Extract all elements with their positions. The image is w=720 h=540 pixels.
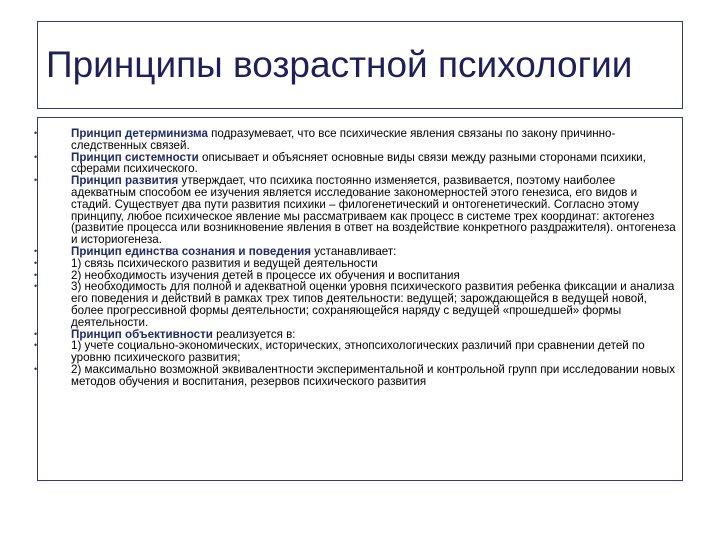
- title-frame: [37, 21, 683, 109]
- principle-text: 1) связь психического развития и ведущей деятельности: [71, 256, 378, 270]
- bullet-icon: •: [34, 328, 38, 339]
- bullet-icon: •: [34, 257, 38, 268]
- principle-text: описывает и объясняет основные виды связи между разными сторонами психики, сферами психического.: [71, 150, 646, 176]
- bullet-icon: •: [34, 269, 38, 280]
- principle-text: 2) максимально возможной эквивалентности экспериментальной и контрольной групп при исследовании новых методов обучения и воспитания, резервов психического развития: [71, 362, 676, 388]
- bullet-item-objectivity-1: [34, 339, 682, 365]
- principle-text: 1) учете социально-экономических, исторических, этнопсихологических различий при сравнении детей по уровню психического развития;: [71, 339, 645, 365]
- principle-text: утверждает, что психика постоянно изменяется, развивается, поэтому наиболее адекватным способом ее изучения является исследование закономерностей этого генезиса, его видов и стадий. Существует два пути развития психики – филогенетический и онтогенетический. Согласно этому принципу, любое психическое явление мы рассматриваем как процесс в системе трех координат: актогенез (развитие процесса или возникновение явления в ответ на воздействие конкретного раздражителя). онтогенеза и историогенеза.: [71, 174, 676, 247]
- bullet-list: [34, 127, 682, 388]
- bullet-item-development: [34, 174, 682, 247]
- principle-name: Принцип детерминизма: [71, 127, 208, 140]
- bullet-item-unity-3: [34, 280, 682, 329]
- principle-name: Принцип единства сознания и поведения: [71, 244, 311, 258]
- bullet-item-systemic: [34, 150, 682, 176]
- bullet-item-objectivity-2: [34, 362, 682, 388]
- content-frame: [34, 117, 683, 481]
- principle-text: 2) необходимость изучения детей в процессе их обучения и воспитания: [71, 268, 460, 282]
- principle-name: Принцип развития: [71, 174, 179, 188]
- slide-title: Принципы возрастной психологии: [46, 44, 633, 85]
- bullet-icon: •: [34, 245, 38, 256]
- principle-text: устанавливает:: [311, 244, 397, 258]
- principle-text: подразумевает, что все психические явления связаны по закону причинно-следственных связей.: [71, 127, 616, 152]
- principle-text: реализуется в:: [212, 327, 296, 341]
- bullet-icon: •: [34, 340, 38, 351]
- principle-text: 3) необходимость для полной и адекватной оценки уровня психического развития ребенка фиксации и анализа его поведения и действий в рамках трех типов деятельности: ведущей; зарождающейся в ведущей новой, более прогрессивной формы деятельности; сохраняющейся наряду с ведущей «прошедшей» формы деятельности.: [71, 280, 675, 329]
- bullet-icon: •: [34, 175, 38, 186]
- bullet-icon: •: [34, 363, 38, 374]
- bullet-icon: •: [34, 128, 38, 138]
- bullet-item-determinism: [34, 127, 682, 152]
- principle-name: Принцип системности: [71, 150, 199, 164]
- bullet-icon: •: [34, 281, 38, 292]
- principle-name: Принцип объективности: [71, 327, 213, 341]
- bullet-icon: •: [34, 151, 38, 162]
